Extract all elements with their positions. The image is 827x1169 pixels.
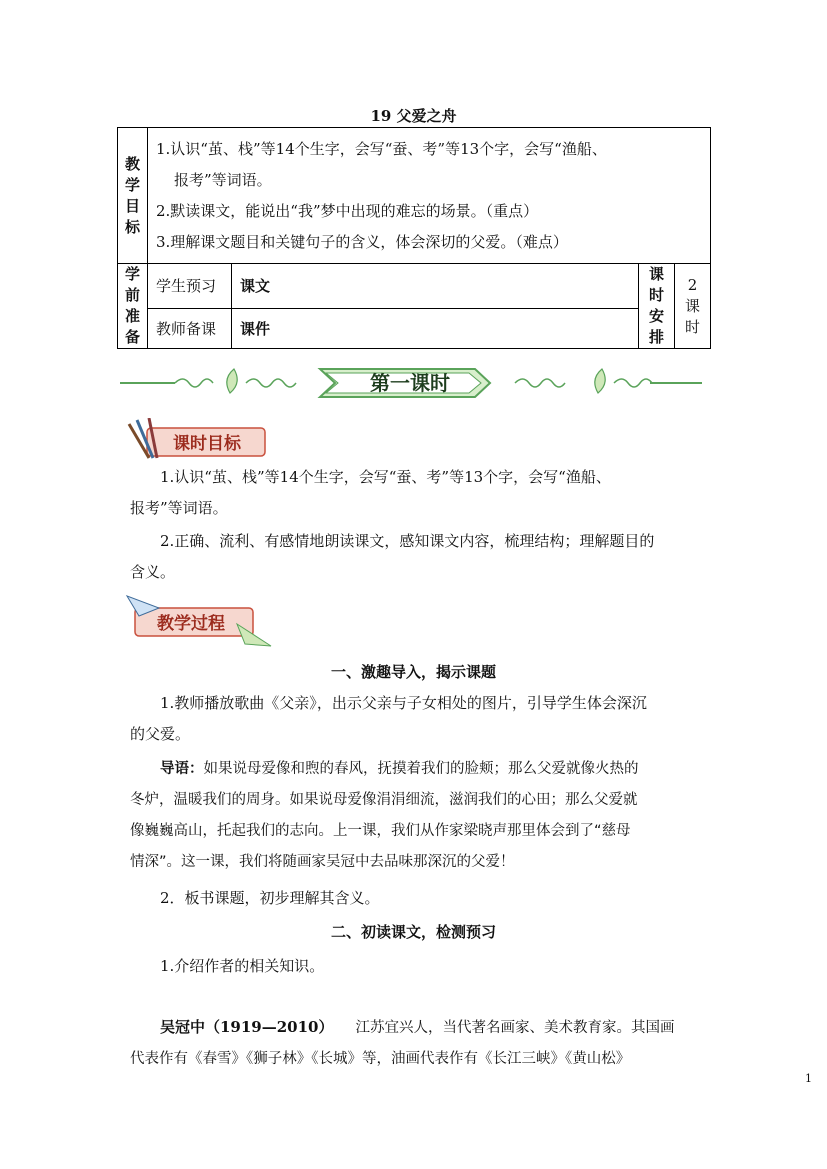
- banner-swirl-left-1: [175, 379, 213, 387]
- objective-2: [130, 526, 702, 588]
- part1-paragraph-2: 2．板书课题，初步理解其含义。: [160, 889, 380, 907]
- process-badge: [125, 594, 275, 650]
- badge-title: 教学过程: [157, 614, 225, 634]
- goal-list: [148, 128, 711, 264]
- part1-p1-line-2: 的父爱。: [130, 725, 191, 743]
- badge-title: 课时目标: [173, 434, 241, 454]
- banner-swirl-right-2: [614, 379, 652, 387]
- objective-1: [130, 462, 702, 524]
- student-value: 课文: [232, 264, 639, 309]
- paper-plane-icon: [237, 624, 271, 646]
- guide-line-3: 像巍巍高山，托起我们的志向。上一课，我们从作家梁晓声那里体会到了“慈母: [130, 823, 631, 839]
- guide-line-1-text: 如果说母爱像和煦的春风，抚摸着我们的脸颊；那么父爱就像火热的: [203, 761, 639, 777]
- schedule-value: [675, 264, 711, 349]
- author-line-2: 代表作有《春雪》《狮子林》《长城》等，油画代表作有《长江三峡》《黄山松》: [130, 1051, 631, 1067]
- guide-line-1: [130, 753, 702, 785]
- teacher-label: 教师备课: [148, 308, 232, 348]
- part1-p1-line-1: 1.教师播放歌曲《父亲》，出示父亲与子女相处的图片，引导学生体会深沉: [160, 694, 647, 712]
- guide-line-4: 情深”。这一课，我们将随画家吴冠中去品味那深沉的父爱！: [130, 854, 515, 870]
- part1-paragraph-1: [130, 688, 702, 750]
- guide-paragraph: [130, 753, 702, 878]
- objective-2-line-2: 含义。: [130, 563, 176, 581]
- goal-label: [118, 128, 148, 264]
- banner-title: 第一课时: [370, 371, 450, 395]
- lesson-info-table: [117, 127, 711, 349]
- lesson-banner: [120, 365, 702, 401]
- goal-line-2: 报考”等词语。: [174, 170, 272, 189]
- goal-line-4: 3.理解课文题目和关键句子的含义，体会深切的父爱。（难点）: [156, 232, 568, 251]
- author-paragraph: [130, 1012, 702, 1075]
- author-name: 吴冠中（1919—2010）: [160, 1018, 334, 1036]
- schedule-label-text: 课时安排: [648, 265, 664, 346]
- author-line-1-text: 江苏宜兴人，当代著名画家、美术教育家。其国画: [355, 1020, 675, 1036]
- prep-label: [118, 264, 148, 349]
- objective-2-line-1: 2.正确、流利、有感情地朗读课文，感知课文内容，梳理结构；理解题目的: [160, 532, 655, 550]
- goal-line-3: 2.默读课文，能说出“我”梦中出现的难忘的场景。（重点）: [156, 201, 539, 220]
- document-title: 19 父爱之舟: [370, 107, 457, 125]
- guide-label: 导语：: [160, 760, 204, 777]
- part1-heading: 一、激趣导入，揭示课题: [330, 663, 496, 681]
- leaf-icon: [227, 369, 237, 393]
- goal-line-1: 1.认识“茧、栈”等14个生字，会写“蚕、考”等13个字，会写“渔船、: [156, 139, 607, 158]
- banner-swirl-right-1: [515, 379, 565, 387]
- page-number: 1: [805, 1072, 812, 1085]
- guide-line-2: 冬炉，温暖我们的周身。如果说母爱像涓涓细流，滋润我们的心田；那么父爱就: [130, 792, 638, 808]
- part2-paragraph-1: 1.介绍作者的相关知识。: [160, 957, 325, 975]
- teacher-value: 课件: [232, 308, 639, 348]
- leaf-icon: [595, 369, 605, 393]
- banner-swirl-left-2: [246, 379, 296, 387]
- part2-heading: 二、初读课文，检测预习: [330, 923, 496, 941]
- schedule-label: [639, 264, 675, 349]
- goal-label-text: 教学目标: [124, 154, 140, 236]
- objectives-badge: [125, 418, 270, 462]
- objective-1-line-2: 报考”等词语。: [130, 499, 228, 517]
- author-line-1: [130, 1012, 702, 1044]
- schedule-value-text: 2课时: [685, 275, 701, 336]
- objective-1-line-1: 1.认识“茧、栈”等14个生字，会写“蚕、考”等13个字，会写“渔船、: [160, 468, 611, 486]
- student-label: 学生预习: [148, 264, 232, 309]
- prep-label-text: 学前准备: [124, 265, 140, 346]
